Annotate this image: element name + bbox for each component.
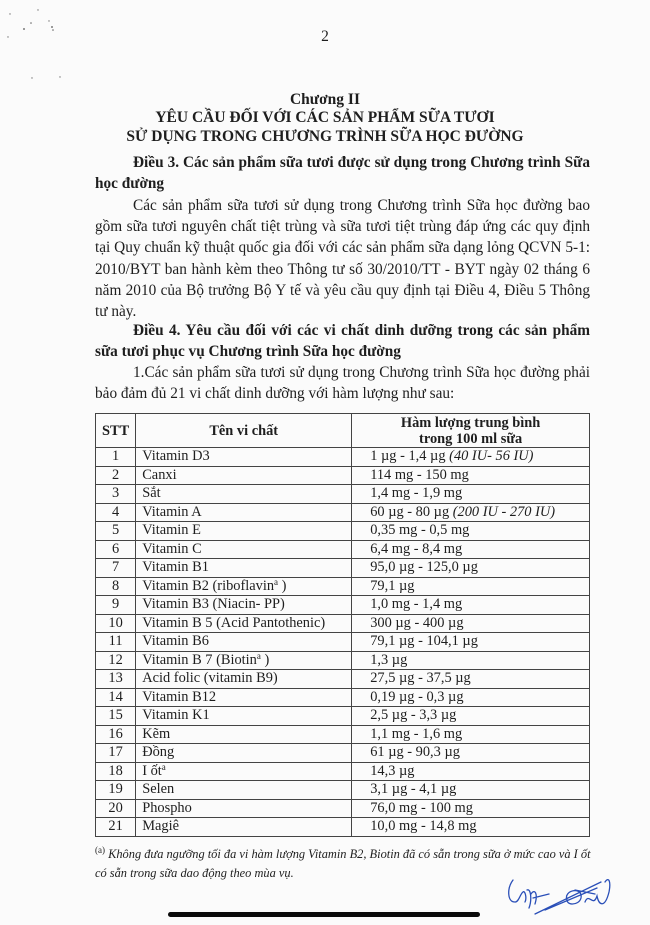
nutrient-name: Vitamin C [142, 540, 202, 557]
cell-stt: 4 [96, 503, 136, 522]
cell-nutrient-name [136, 522, 352, 541]
cell-content-value [352, 448, 590, 467]
footnote-reference: a [274, 576, 279, 587]
content-value: 10,0 mg - 14,8 mg [370, 818, 477, 835]
cell-nutrient-name [136, 688, 352, 707]
nutrient-name: Magiê [142, 818, 179, 835]
table-row [96, 818, 590, 837]
nutrient-name: Vitamin B1 [142, 559, 209, 576]
cell-nutrient-name [136, 448, 352, 467]
table-row [96, 633, 590, 652]
cell-nutrient-name [136, 670, 352, 689]
cell-stt: 17 [96, 744, 136, 763]
table-row [96, 559, 590, 578]
content-value: 60 µg - 80 µg [370, 503, 453, 520]
cell-content-value [352, 633, 590, 652]
article-4-heading [95, 320, 590, 362]
cell-stt: 10 [96, 614, 136, 633]
paragraph-text: Các sản phẩm sữa tươi sử dụng trong Chương trình Sữa học đường bao gồm sữa tươi nguyên chất tiệt trùng và sữa tươi tiệt trùng đáp ứng các quy định tại Quy chuẩn kỹ thuật quốc gia đối với các sản phẩm sữa dạng lỏng QCVN 5-1: 2010/BYT ban hành kèm theo Thông tư số 30/2010/TT - BYT ngày 02 tháng 6 năm 2010 của Bộ trưởng Bộ Y tế và yêu cầu quy định tại Điều 4, Điều 5 Thông tư này. [95, 197, 590, 321]
nutrient-name: Vitamin E [142, 522, 201, 539]
table-row [96, 670, 590, 689]
home-indicator-bar[interactable] [168, 912, 480, 917]
cell-stt: 12 [96, 651, 136, 670]
nutrient-name: Phospho [142, 799, 192, 816]
cell-nutrient-name [136, 725, 352, 744]
table-row [96, 596, 590, 615]
content-value: 79,1 µg - 104,1 µg [370, 633, 478, 650]
table-row [96, 725, 590, 744]
chapter-heading: Chương II [289, 91, 360, 108]
cell-nutrient-name [136, 466, 352, 485]
nutrient-name: Kẽm [142, 725, 171, 742]
content-value: 27,5 µg - 37,5 µg [370, 670, 471, 687]
header-value-line: trong 100 ml sữa [419, 430, 523, 447]
cell-stt: 9 [96, 596, 136, 615]
table-row [96, 744, 590, 763]
content-value: 95,0 µg - 125,0 µg [370, 559, 478, 576]
table-row [96, 781, 590, 800]
content-value: 1,0 mg - 1,4 mg [370, 596, 463, 613]
cell-content-value [352, 725, 590, 744]
table-row [96, 651, 590, 670]
footnote-text: Không đưa ngưỡng tối đa vi hàm lượng Vitamin B2, Biotin đã có sẵn trong sữa ở mức cao và I ốt [105, 847, 591, 861]
nutrient-name: I ốt [142, 762, 162, 779]
nutrient-name: Vitamin B12 [142, 688, 217, 705]
content-value: 3,1 µg - 4,1 µg [370, 781, 457, 798]
footnote-reference: a [256, 650, 261, 661]
cell-stt: 5 [96, 522, 136, 541]
cell-content-value [352, 762, 590, 781]
table-header-row [96, 414, 590, 448]
footnote-line: có sẵn trong sữa dao động theo mùa vụ. [95, 865, 294, 880]
content-value: 0,19 µg - 0,3 µg [370, 688, 464, 705]
paragraph-text: 1.Các sản phẩm sữa tươi sử dụng trong Chương trình Sữa học đường phải bảo đảm đủ 21 vi chất dinh dưỡng với hàm lượng như sau: [95, 364, 590, 403]
iu-equivalent: (40 IU- 56 IU) [449, 448, 534, 465]
cell-content-value [352, 818, 590, 837]
cell-nutrient-name [136, 614, 352, 633]
header-value-line: Hàm lượng trung bình [400, 414, 541, 431]
cell-nutrient-name [136, 540, 352, 559]
cell-stt: 11 [96, 633, 136, 652]
article-3-heading [95, 152, 590, 194]
nutrient-table [95, 413, 590, 837]
table-row [96, 466, 590, 485]
table-row [96, 577, 590, 596]
nutrient-name: Selen [142, 781, 175, 798]
cell-nutrient-name [136, 781, 352, 800]
nutrient-name-suffix: ) [278, 577, 287, 594]
chapter-title-line: SỬ DỤNG TRONG CHƯƠNG TRÌNH SỮA HỌC ĐƯỜNG [126, 128, 524, 145]
table-row [96, 707, 590, 726]
cell-stt: 6 [96, 540, 136, 559]
nutrient-name: Acid folic (vitamin B9) [142, 670, 278, 687]
cell-content-value [352, 707, 590, 726]
cell-stt: 2 [96, 466, 136, 485]
content-value: 1 µg - 1,4 µg [370, 448, 450, 465]
cell-nutrient-name [136, 633, 352, 652]
header-value [352, 414, 590, 448]
cell-stt: 18 [96, 762, 136, 781]
cell-content-value [352, 485, 590, 504]
chapter-title [0, 108, 650, 146]
cell-nutrient-name [136, 799, 352, 818]
table-row [96, 799, 590, 818]
cell-stt: 1 [96, 448, 136, 467]
cell-stt: 13 [96, 670, 136, 689]
article-3-body [95, 195, 590, 322]
cell-content-value [352, 466, 590, 485]
cell-content-value [352, 503, 590, 522]
nutrient-name: Vitamin K1 [142, 707, 210, 724]
cell-nutrient-name [136, 596, 352, 615]
table-row [96, 540, 590, 559]
cell-nutrient-name [136, 818, 352, 837]
content-value: 0,35 mg - 0,5 mg [370, 522, 470, 539]
content-value: 1,4 mg - 1,9 mg [370, 485, 463, 502]
iu-equivalent: (200 IU - 270 IU) [452, 503, 556, 520]
table-row [96, 485, 590, 504]
chapter-title-line: YÊU CẦU ĐỐI VỚI CÁC SẢN PHẨM SỮA TƯƠI [155, 109, 495, 126]
article-heading-text: Điều 4. Yêu cầu đối với các vi chất dinh dưỡng trong các sản phẩm sữa tươi phục vụ Chương trình Sữa học đường [95, 322, 590, 361]
nutrient-name: Đồng [142, 744, 175, 761]
cell-stt: 15 [96, 707, 136, 726]
footnote-reference: a [161, 761, 166, 772]
cell-nutrient-name [136, 707, 352, 726]
content-value: 1,1 mg - 1,6 mg [370, 725, 463, 742]
nutrient-name: Vitamin B3 (Niacin- PP) [142, 596, 285, 613]
cell-stt: 19 [96, 781, 136, 800]
table-row [96, 448, 590, 467]
table-row [96, 762, 590, 781]
content-value: 79,1 µg [370, 577, 415, 594]
cell-content-value [352, 651, 590, 670]
content-value: 114 mg - 150 mg [370, 466, 469, 483]
content-value: 6,4 mg - 8,4 mg [370, 540, 463, 557]
header-stt: STT [96, 414, 136, 448]
footnote-line [95, 841, 595, 864]
content-value: 300 µg - 400 µg [370, 614, 464, 631]
page-number: 2 [321, 28, 329, 45]
cell-stt: 8 [96, 577, 136, 596]
table-row [96, 614, 590, 633]
cell-nutrient-name [136, 559, 352, 578]
cell-stt: 16 [96, 725, 136, 744]
cell-content-value [352, 596, 590, 615]
nutrient-name: Vitamin B2 (riboflavin [142, 577, 275, 594]
cell-nutrient-name [136, 503, 352, 522]
content-value: 61 µg - 90,3 µg [370, 744, 460, 761]
cell-content-value [352, 744, 590, 763]
cell-stt: 14 [96, 688, 136, 707]
cell-stt: 21 [96, 818, 136, 837]
nutrient-name: Vitamin B 5 (Acid Pantothenic) [142, 614, 326, 631]
cell-nutrient-name [136, 651, 352, 670]
signature-initials [505, 872, 650, 917]
cell-nutrient-name [136, 744, 352, 763]
cell-nutrient-name [136, 485, 352, 504]
cell-content-value [352, 781, 590, 800]
cell-stt: 20 [96, 799, 136, 818]
content-value: 14,3 µg [370, 762, 415, 779]
cell-content-value [352, 670, 590, 689]
nutrient-name: Vitamin B 7 (Biotin [142, 651, 257, 668]
content-value: 76,0 mg - 100 mg [370, 799, 473, 816]
cell-content-value [352, 540, 590, 559]
cell-content-value [352, 688, 590, 707]
cell-content-value [352, 522, 590, 541]
nutrient-name-suffix: ) [260, 651, 270, 668]
cell-nutrient-name [136, 577, 352, 596]
nutrient-name: Vitamin D3 [142, 448, 210, 465]
cell-content-value [352, 614, 590, 633]
header-name: Tên vi chất [136, 414, 352, 448]
footnote-mark: (a) [95, 845, 105, 855]
cell-content-value [352, 577, 590, 596]
table-row [96, 522, 590, 541]
nutrient-name: Vitamin A [142, 503, 202, 520]
cell-stt: 3 [96, 485, 136, 504]
cell-stt: 7 [96, 559, 136, 578]
content-value: 2,5 µg - 3,3 µg [370, 707, 457, 724]
nutrient-name: Vitamin B6 [142, 633, 209, 650]
article-4-body [95, 362, 590, 404]
table-row [96, 688, 590, 707]
cell-content-value [352, 559, 590, 578]
article-heading-text: Điều 3. Các sản phẩm sữa tươi được sử dụng trong Chương trình Sữa học đường [95, 154, 590, 193]
cell-content-value [352, 799, 590, 818]
cell-nutrient-name [136, 762, 352, 781]
content-value: 1,3 µg [370, 651, 408, 668]
table-row [96, 503, 590, 522]
nutrient-name: Canxi [142, 466, 177, 483]
nutrient-name: Sắt [142, 485, 161, 502]
